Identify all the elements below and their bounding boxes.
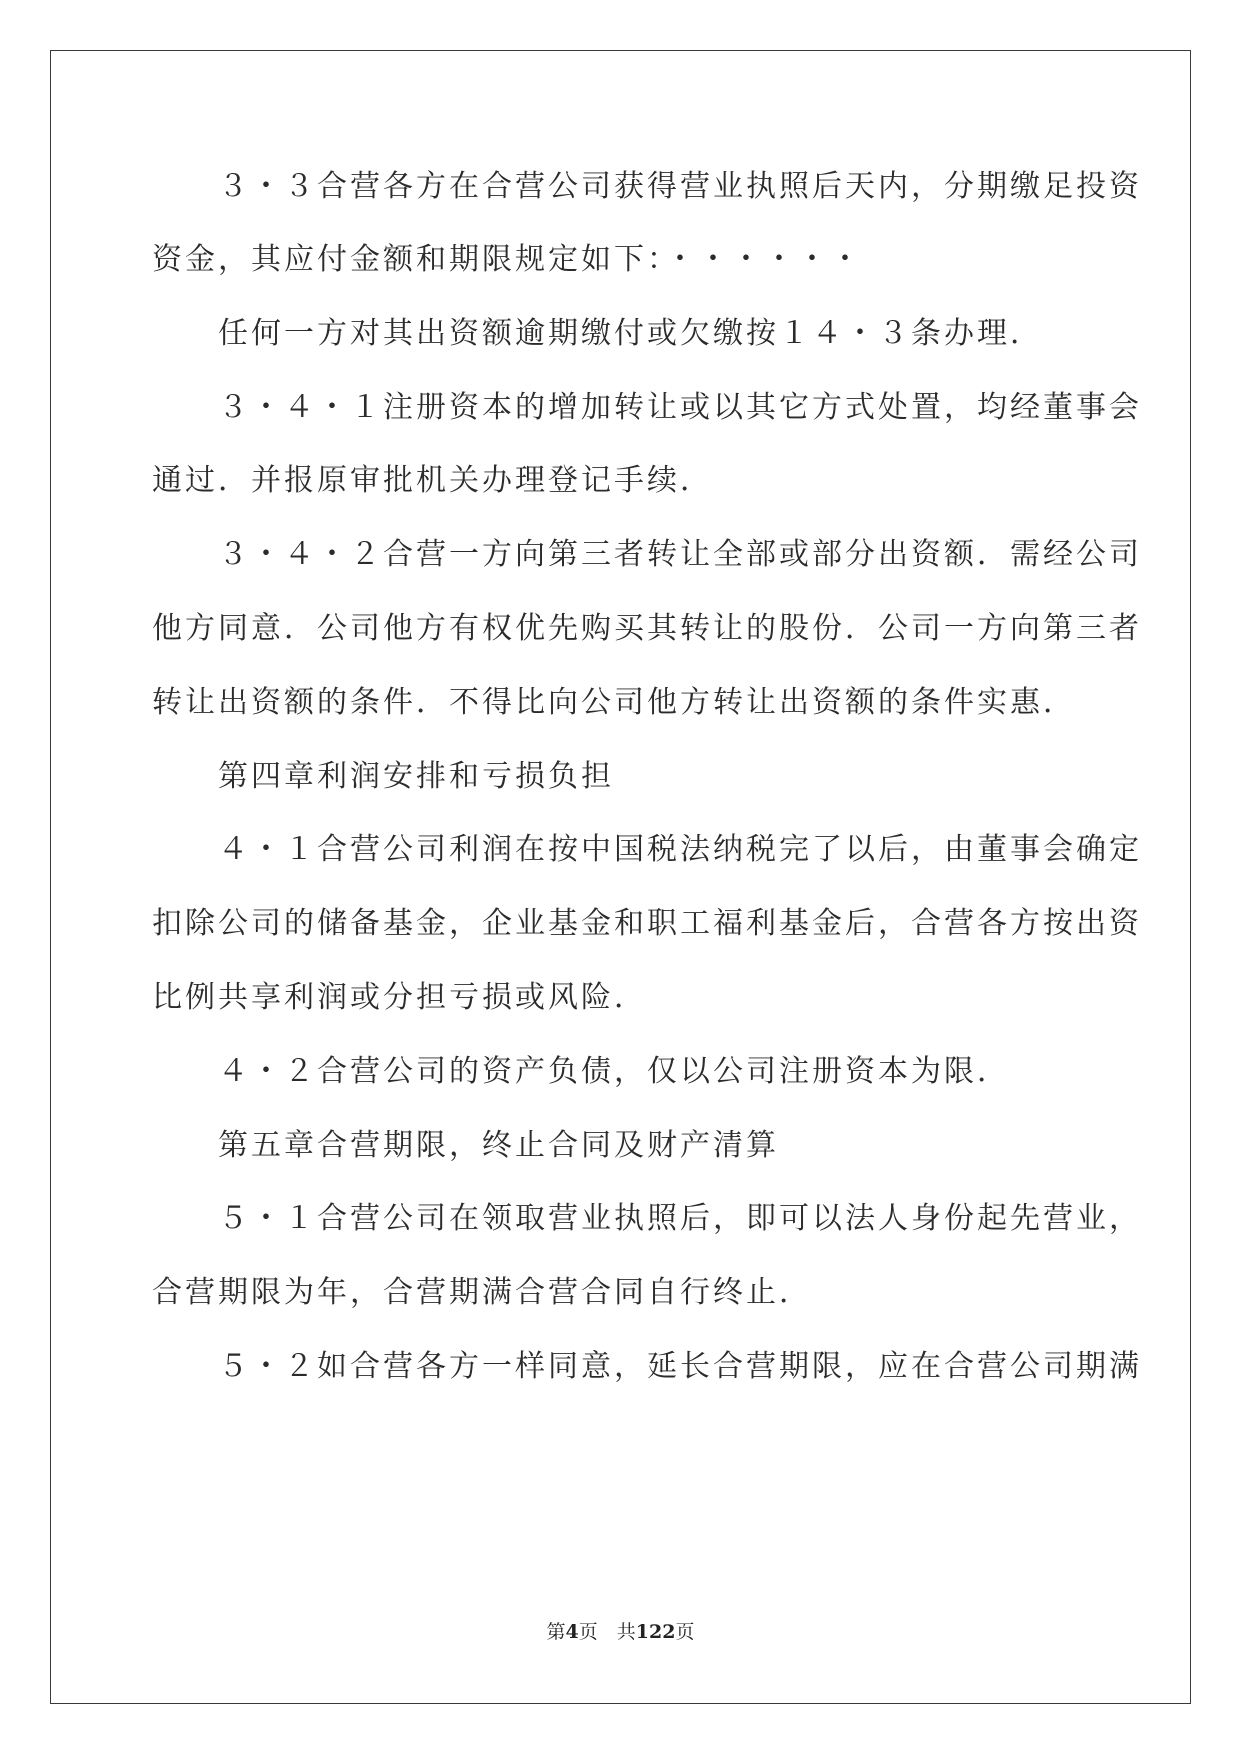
text-line: ４・１合营公司利润在按中国税法纳税完了以后，由董事会确定 [218, 832, 1142, 867]
text-line: ４・２合营公司的资产负债，仅以公司注册资本为限． [218, 1054, 1010, 1089]
text-line: ３・３合营各方在合营公司获得营业执照后天内，分期缴足投资 [218, 169, 1142, 204]
page-footer [0, 1617, 1241, 1644]
text-line: 转让出资额的条件．不得比向公司他方转让出资额的条件实惠． [152, 685, 1076, 720]
footer-page-number: 4 [565, 1621, 579, 1643]
footer-total-pages: 122 [635, 1621, 676, 1643]
text-line: ３・４・２合营一方向第三者转让全部或部分出资额．需经公司 [218, 537, 1142, 572]
text-line: ３・４・１注册资本的增加转让或以其它方式处置，均经董事会 [218, 390, 1142, 425]
text-line: ５・１合营公司在领取营业执照后，即可以法人身份起先营业， [218, 1201, 1142, 1236]
page-frame [50, 50, 1191, 1704]
text-line: 通过．并报原审批机关办理登记手续． [152, 463, 713, 498]
text-line: 比例共享利润或分担亏损或风险． [152, 980, 647, 1015]
text-line: 任何一方对其出资额逾期缴付或欠缴按１４・３条办理． [218, 316, 1043, 351]
chapter-heading: 第四章利润安排和亏损负担 [218, 759, 614, 794]
footer-mid: 页 共 [578, 1621, 636, 1643]
text-line: 他方同意．公司他方有权优先购买其转让的股份．公司一方向第三者 [152, 611, 1142, 646]
footer-prefix: 第 [546, 1621, 566, 1643]
footer-suffix: 页 [675, 1621, 695, 1643]
text-line: 资金，其应付金额和期限规定如下：・・・・・・ [152, 242, 863, 277]
text-line: ５・２如合营各方一样同意，延长合营期限，应在合营公司期满 [218, 1349, 1142, 1384]
text-line: 扣除公司的储备基金，企业基金和职工福利基金后，合营各方按出资 [152, 906, 1142, 941]
text-line: 合营期限为年，合营期满合营合同自行终止． [152, 1275, 812, 1310]
chapter-heading: 第五章合营期限，终止合同及财产清算 [218, 1128, 779, 1163]
